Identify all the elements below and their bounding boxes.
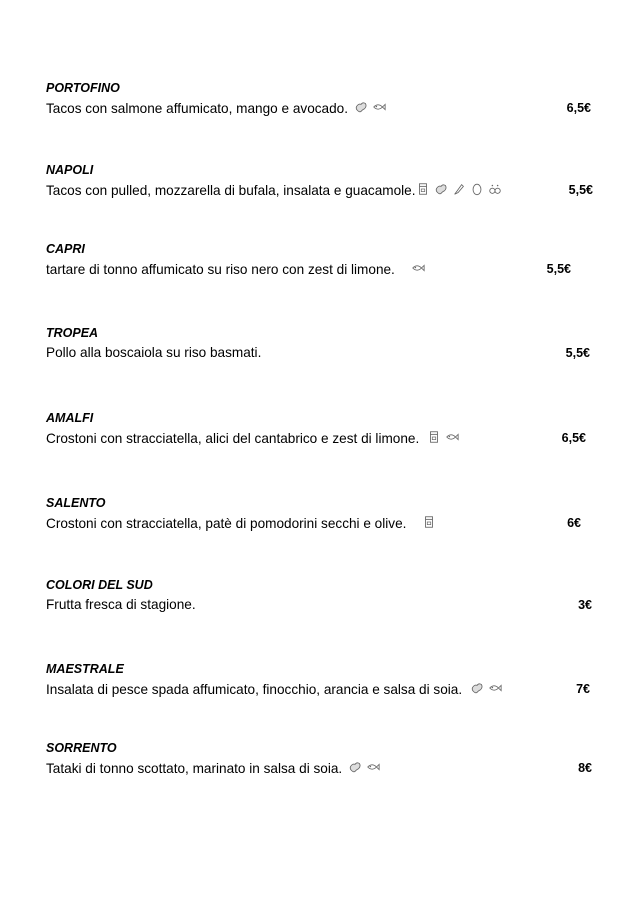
dish-price: 8€: [578, 761, 592, 775]
dish-price: 6,5€: [566, 101, 591, 115]
fish-icon: [411, 261, 425, 278]
dish-description: [46, 261, 425, 278]
allergen-icons: [348, 760, 380, 777]
dairy-icon: [416, 182, 430, 199]
dish-title: TROPEA: [46, 326, 99, 340]
dish-description: [46, 100, 386, 117]
allergen-icons: [354, 100, 386, 117]
description-text: Insalata di pesce spada affumicato, finocchio, arancia e salsa di soia.: [46, 682, 463, 697]
sesame-icon: [488, 182, 502, 199]
dish-description: [46, 760, 380, 777]
peanut-icon: [434, 182, 448, 199]
dairy-icon: [422, 515, 436, 532]
allergen-icons: [422, 515, 436, 532]
egg-icon: [470, 182, 484, 199]
menu-item: [46, 81, 606, 121]
dish-description: [46, 430, 459, 447]
dish-price: 6,5€: [561, 431, 586, 445]
menu-item: [46, 741, 606, 781]
dish-price: 7€: [576, 682, 590, 696]
dish-title: SALENTO: [46, 496, 106, 510]
fish-icon: [445, 430, 459, 447]
dish-description: [46, 182, 502, 199]
description-text: tartare di tonno affumicato su riso nero con zest di limone.: [46, 262, 395, 277]
menu-item: [46, 578, 606, 618]
dish-price: 6€: [567, 516, 581, 530]
menu-item: [46, 411, 606, 451]
allergen-icons: [427, 430, 459, 447]
fish-icon: [488, 681, 502, 698]
mustard-icon: [452, 182, 466, 199]
description-text: Pollo alla boscaiola su riso basmati.: [46, 345, 262, 360]
allergen-icons: [416, 182, 502, 199]
fish-icon: [366, 760, 380, 777]
dish-description: [46, 515, 436, 532]
description-text: Frutta fresca di stagione.: [46, 597, 196, 612]
menu-item: [46, 326, 606, 366]
dish-price: 5,5€: [568, 183, 593, 197]
dish-price: 3€: [578, 598, 592, 612]
dish-description: [46, 681, 502, 698]
dish-title: SORRENTO: [46, 741, 117, 755]
dish-description: [46, 345, 267, 360]
peanut-icon: [348, 760, 362, 777]
menu-item: [46, 662, 606, 702]
dish-title: AMALFI: [46, 411, 94, 425]
fish-icon: [372, 100, 386, 117]
description-text: Tacos con salmone affumicato, mango e avocado.: [46, 101, 349, 116]
dish-price: 5,5€: [565, 346, 590, 360]
description-text: Crostoni con stracciatella, patè di pomodorini secchi e olive.: [46, 516, 407, 531]
allergen-icons: [470, 681, 502, 698]
menu-item: [46, 163, 606, 203]
dairy-icon: [427, 430, 441, 447]
dish-title: MAESTRALE: [46, 662, 124, 676]
peanut-icon: [354, 100, 368, 117]
dish-title: COLORI DEL SUD: [46, 578, 153, 592]
description-text: Crostoni con stracciatella, alici del cantabrico e zest di limone.: [46, 431, 420, 446]
peanut-icon: [470, 681, 484, 698]
menu-item: [46, 242, 606, 282]
description-text: Tataki di tonno scottato, marinato in salsa di soia.: [46, 761, 343, 776]
dish-title: NAPOLI: [46, 163, 94, 177]
dish-price: 5,5€: [546, 262, 571, 276]
description-text: Tacos con pulled, mozzarella di bufala, insalata e guacamole.: [46, 183, 416, 198]
dish-title: PORTOFINO: [46, 81, 120, 95]
dish-description: [46, 597, 202, 612]
dish-title: CAPRI: [46, 242, 85, 256]
allergen-icons: [411, 261, 425, 278]
menu-item: [46, 496, 606, 536]
